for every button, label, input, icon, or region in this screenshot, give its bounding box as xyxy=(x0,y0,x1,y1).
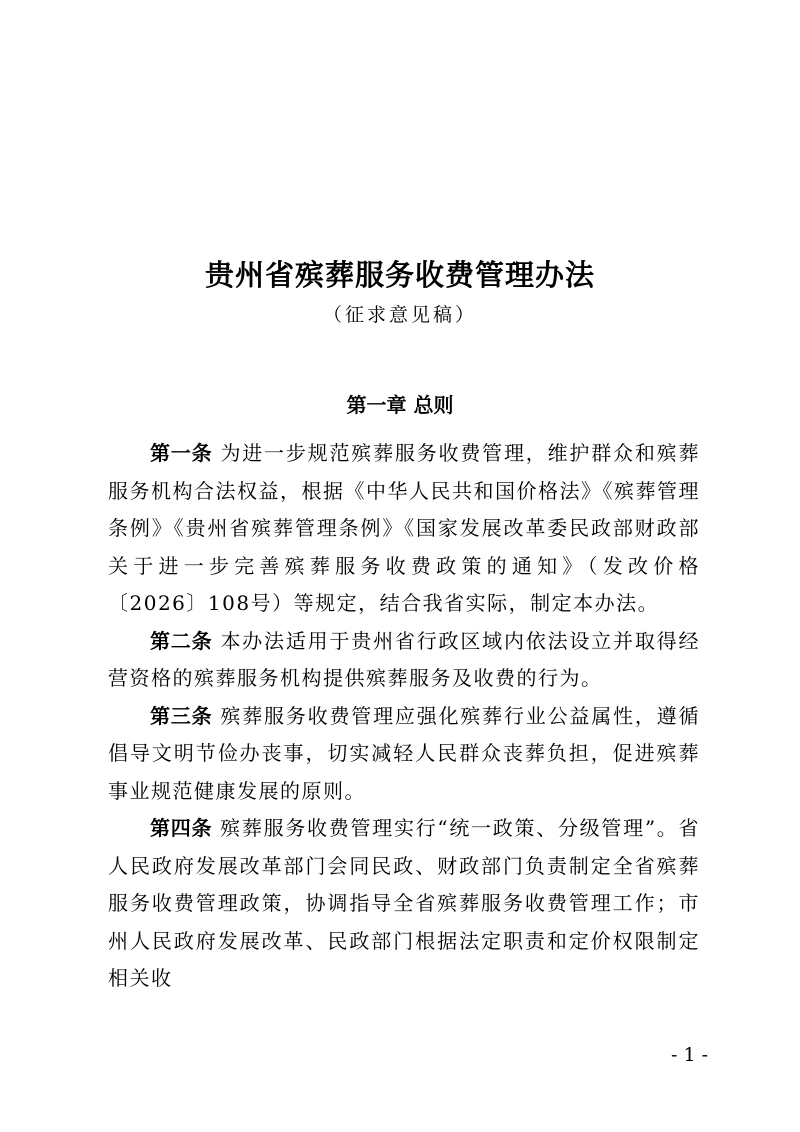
document-subtitle: （征求意见稿） xyxy=(322,304,477,326)
article-3-label: 第三条 xyxy=(150,703,213,728)
article-3 xyxy=(108,698,700,811)
page-number: - 1 - xyxy=(670,1044,708,1066)
article-1-label: 第一条 xyxy=(150,441,213,465)
article-4 xyxy=(108,810,700,998)
document-title: 贵州省殡葬服务收费管理办法 xyxy=(204,258,595,292)
article-1-text: 为进一步规范殡葬服务收费管理，维护群众和殡葬服务机构合法权益，根据《中华人民共和国价格法》《殡葬管理条例》《贵州省殡葬管理条例》《国家发展改革委民政部财政部关于进一步完善殡葬服务收费政策的通知》（发改价格〔2026〕108号）等规定，结合我省实际，制定本办法。 xyxy=(108,441,700,615)
article-2-label: 第二条 xyxy=(150,628,213,653)
document-body xyxy=(108,435,700,998)
article-4-text: 殡葬服务收费管理实行“统一政策、分级管理”。省人民政府发展改革部门会同民政、财政部门负责制定全省殡葬服务收费管理政策，协调指导全省殡葬服务收费管理工作；市州人民政府发展改革、民政部门根据法定职责和定价权限制定相关收 xyxy=(108,816,701,990)
article-4-label: 第四条 xyxy=(150,816,213,840)
article-1 xyxy=(108,435,700,623)
article-3-text: 殡葬服务收费管理应强化殡葬行业公益属性，遵循倡导文明节俭办丧事，切实减轻人民群众丧葬负担，促进殡葬事业规范健康发展的原则。 xyxy=(108,703,700,803)
article-2-text: 本办法适用于贵州省行政区域内依法设立并取得经营资格的殡葬服务机构提供殡葬服务及收费的行为。 xyxy=(108,628,700,690)
chapter-heading: 第一章 总则 xyxy=(346,393,454,417)
article-2 xyxy=(108,623,700,698)
